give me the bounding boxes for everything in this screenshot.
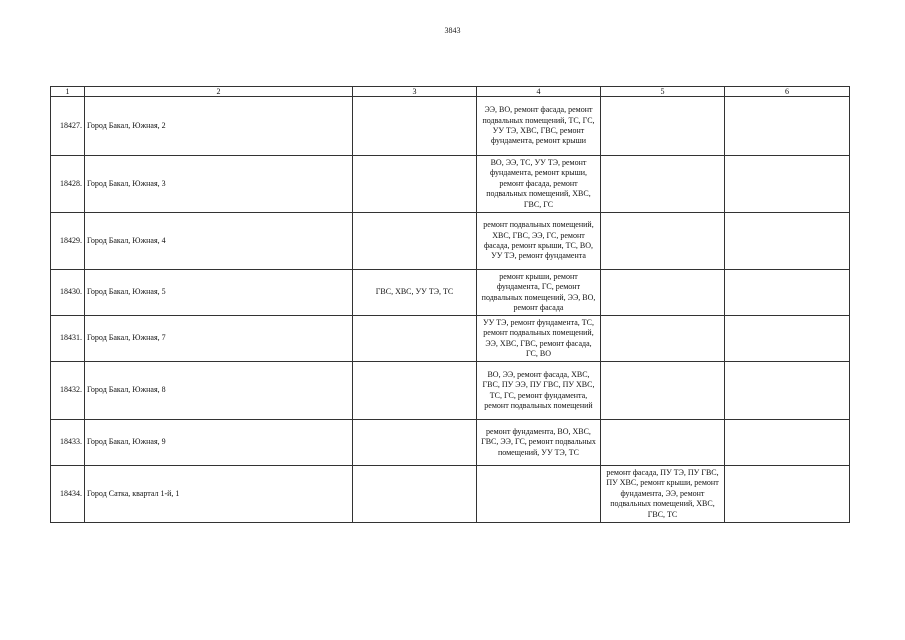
table-row xyxy=(51,156,850,213)
address-cell: Город Сатка, квартал 1-й, 1 xyxy=(85,466,353,523)
works-col6-cell xyxy=(725,213,850,270)
row-number: 18430. xyxy=(51,270,85,316)
works-col6-cell xyxy=(725,156,850,213)
address-cell: Город Бакал, Южная, 7 xyxy=(85,316,353,362)
table-row xyxy=(51,270,850,316)
column-header-1: 1 xyxy=(51,87,85,97)
works-col5-cell xyxy=(601,213,725,270)
works-col3-cell xyxy=(353,466,477,523)
works-table xyxy=(50,86,850,523)
works-col3-cell: ГВС, ХВС, УУ ТЭ, ТС xyxy=(353,270,477,316)
row-number: 18429. xyxy=(51,213,85,270)
row-number: 18434. xyxy=(51,466,85,523)
works-col3-cell xyxy=(353,420,477,466)
address-cell: Город Бакал, Южная, 2 xyxy=(85,97,353,156)
works-col6-cell xyxy=(725,362,850,420)
address-cell: Город Бакал, Южная, 3 xyxy=(85,156,353,213)
works-col6-cell xyxy=(725,420,850,466)
row-number: 18431. xyxy=(51,316,85,362)
works-col6-cell xyxy=(725,97,850,156)
works-col3-cell xyxy=(353,97,477,156)
works-col5-cell xyxy=(601,316,725,362)
works-col6-cell xyxy=(725,270,850,316)
works-col5-cell xyxy=(601,97,725,156)
works-col5-cell xyxy=(601,270,725,316)
address-cell: Город Бакал, Южная, 4 xyxy=(85,213,353,270)
address-cell: Город Бакал, Южная, 5 xyxy=(85,270,353,316)
works-col3-cell xyxy=(353,213,477,270)
works-col5-cell xyxy=(601,156,725,213)
column-header-4: 4 xyxy=(477,87,601,97)
table-row xyxy=(51,213,850,270)
works-col4-cell: ВО, ЭЭ, ТС, УУ ТЭ, ремонт фундамента, ремонт крыши, ремонт фасада, ремонт подвальных помещений, ХВС, ГВС, ГС xyxy=(477,156,601,213)
column-header-2: 2 xyxy=(85,87,353,97)
works-col4-cell xyxy=(477,466,601,523)
works-col4-cell: ремонт подвальных помещений, ХВС, ГВС, ЭЭ, ГС, ремонт фасада, ремонт крыши, ТС, ВО, УУ ТЭ, ремонт фундамента xyxy=(477,213,601,270)
address-cell: Город Бакал, Южная, 9 xyxy=(85,420,353,466)
works-col3-cell xyxy=(353,156,477,213)
works-col3-cell xyxy=(353,316,477,362)
works-col4-cell: ремонт фундамента, ВО, ХВС, ГВС, ЭЭ, ГС, ремонт подвальных помещений, УУ ТЭ, ТС xyxy=(477,420,601,466)
row-number: 18427. xyxy=(51,97,85,156)
works-col6-cell xyxy=(725,466,850,523)
works-col3-cell xyxy=(353,362,477,420)
works-col6-cell xyxy=(725,316,850,362)
column-header-6: 6 xyxy=(725,87,850,97)
address-cell: Город Бакал, Южная, 8 xyxy=(85,362,353,420)
row-number: 18433. xyxy=(51,420,85,466)
row-number: 18428. xyxy=(51,156,85,213)
table-row xyxy=(51,466,850,523)
header-row xyxy=(51,87,850,97)
table-row xyxy=(51,420,850,466)
table-row xyxy=(51,316,850,362)
works-col4-cell: ВО, ЭЭ, ремонт фасада, ХВС, ГВС, ПУ ЭЭ, ПУ ГВС, ПУ ХВС, ТС, ГС, ремонт фундамента, ремонт подвальных помещений xyxy=(477,362,601,420)
works-col5-cell: ремонт фасада, ПУ ТЭ, ПУ ГВС, ПУ ХВС, ремонт крыши, ремонт фундамента, ЭЭ, ремонт подвальных помещений, ХВС, ГВС, ТС xyxy=(601,466,725,523)
table-row xyxy=(51,97,850,156)
column-header-5: 5 xyxy=(601,87,725,97)
column-header-3: 3 xyxy=(353,87,477,97)
works-col4-cell: УУ ТЭ, ремонт фундамента, ТС, ремонт подвальных помещений, ЭЭ, ХВС, ГВС, ремонт фасада, ГС, ВО xyxy=(477,316,601,362)
works-col5-cell xyxy=(601,362,725,420)
works-col5-cell xyxy=(601,420,725,466)
works-col4-cell: ремонт крыши, ремонт фундамента, ГС, ремонт подвальных помещений, ЭЭ, ВО, ремонт фасада xyxy=(477,270,601,316)
row-number: 18432. xyxy=(51,362,85,420)
works-col4-cell: ЭЭ, ВО, ремонт фасада, ремонт подвальных помещений, ТС, ГС, УУ ТЭ, ХВС, ГВС, ремонт фундамента, ремонт крыши xyxy=(477,97,601,156)
table-row xyxy=(51,362,850,420)
page-number: 3843 xyxy=(444,26,461,35)
